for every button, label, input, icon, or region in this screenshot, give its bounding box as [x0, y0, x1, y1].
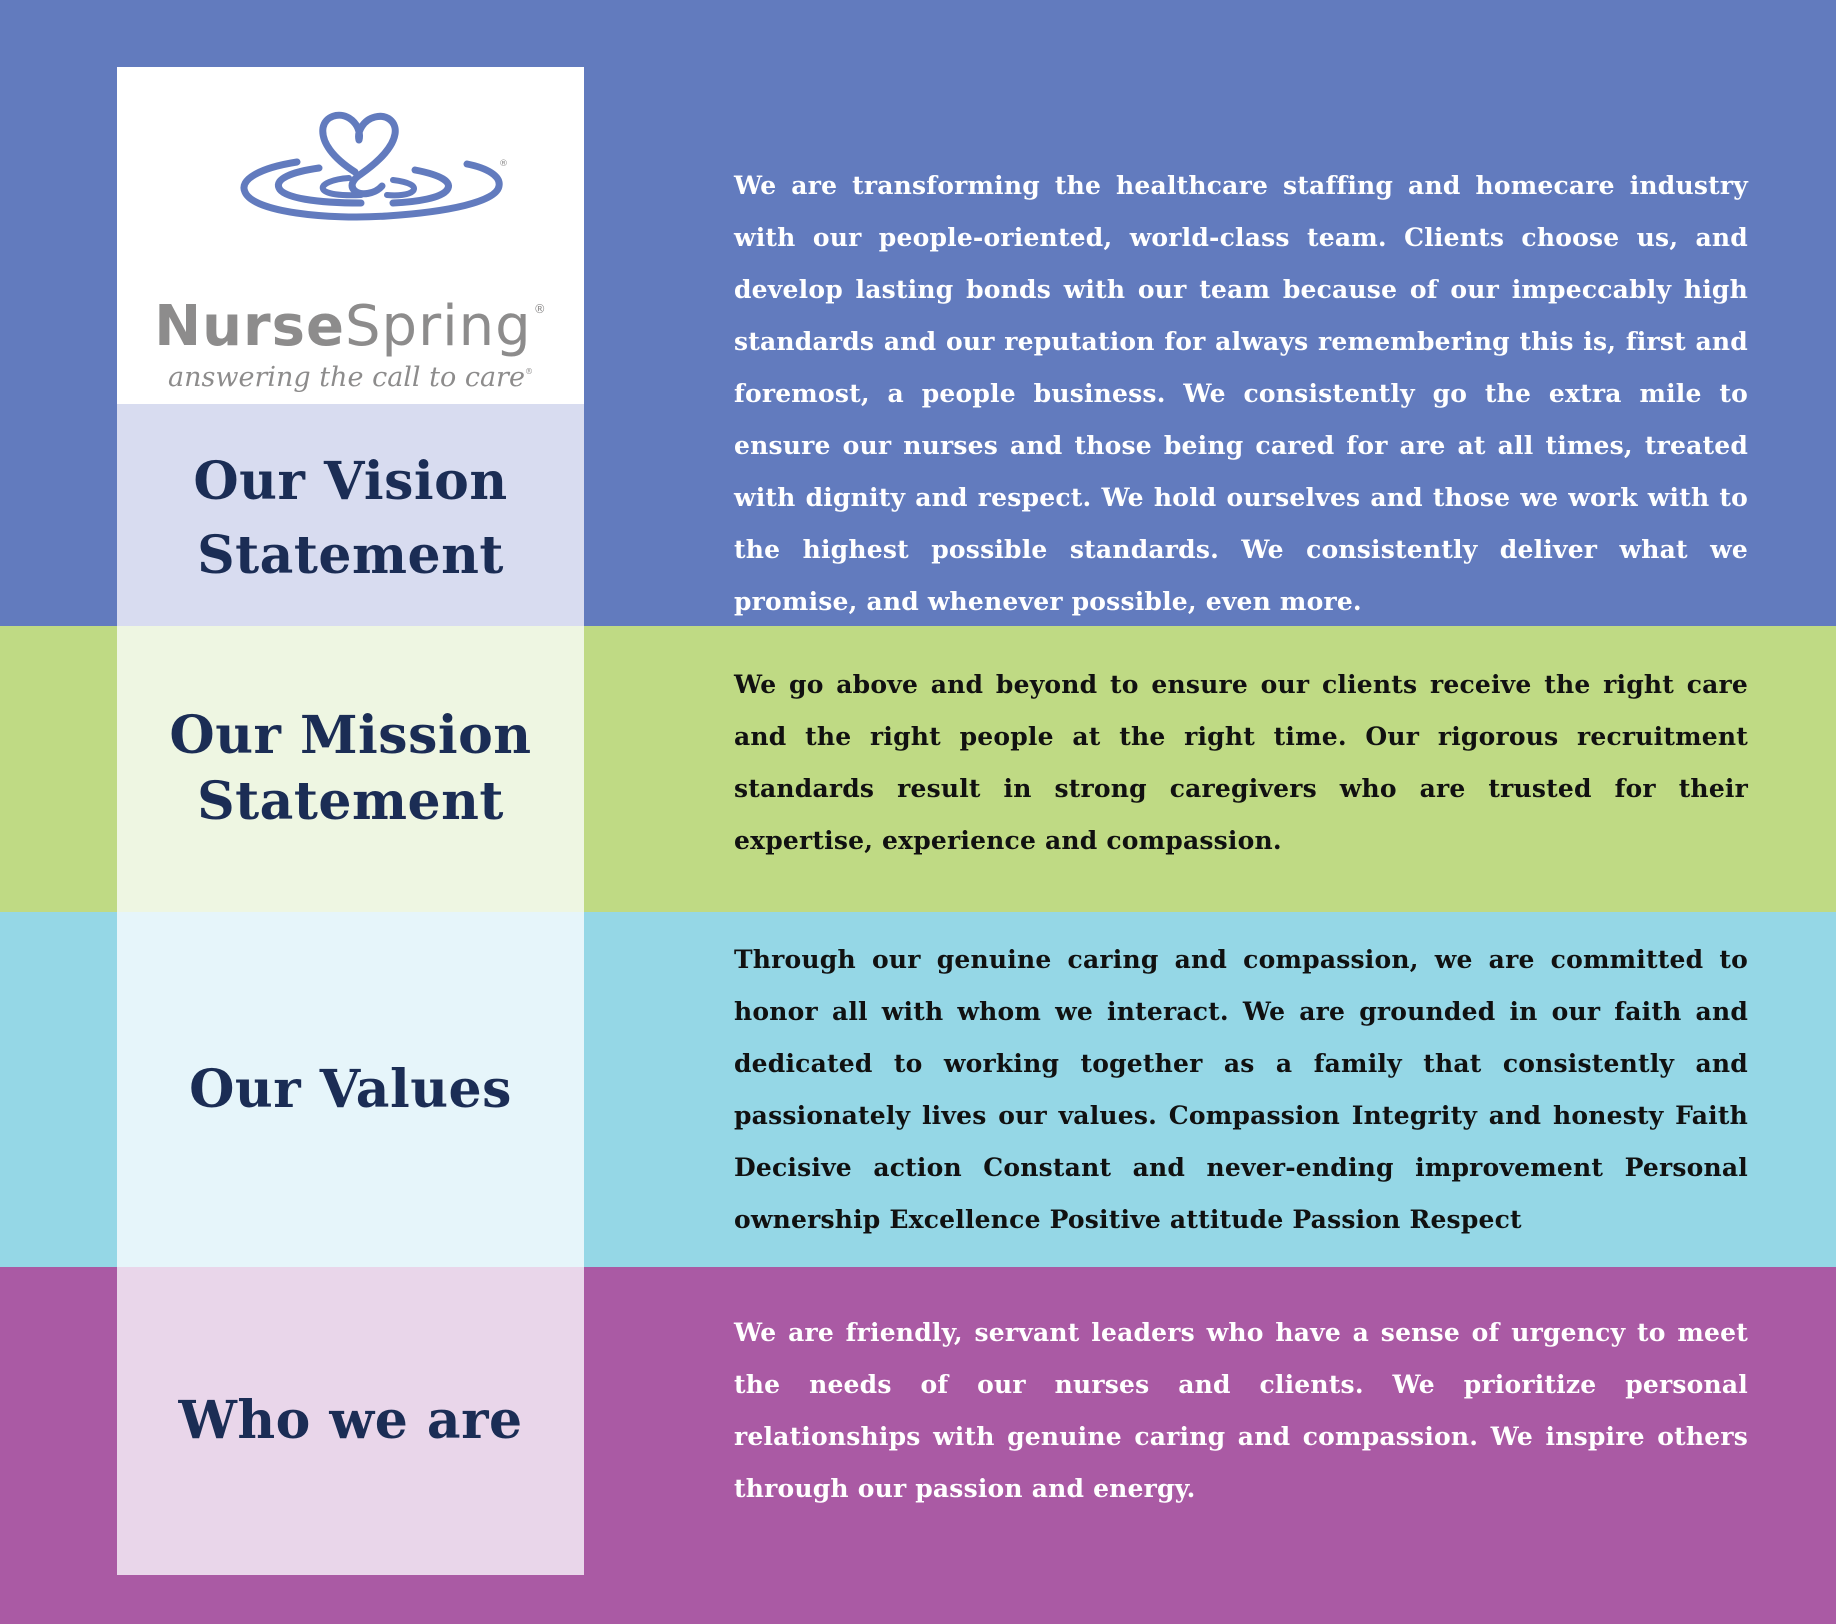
brand-tagline	[117, 357, 584, 393]
vision-title-line1: Our Vision	[193, 451, 508, 512]
heart-ripple-icon	[237, 112, 507, 232]
brand-registered-mark: ®	[533, 302, 547, 316]
brand-name-part2: Spring	[344, 294, 532, 359]
mission-title-line1: Our Mission	[169, 705, 532, 766]
brand-tagline-text: answering the call to care	[168, 362, 525, 393]
vision-statement-text: We are transforming the healthcare staffing and homecare industry with our people-oriented, world-class team. Clients choose us, and develop lasting bonds with our team because of our impeccably high standards and our reputation for always remembering this is, first and foremost, a people business. We consistently go the extra mile to ensure our nurses and those being cared for are at all times, treated with dignity and respect. We hold ourselves and those we work with to the highest possible standards. We consistently deliver what we promise, and whenever possible, even more.	[734, 171, 1748, 616]
mission-title-line2: Statement	[197, 771, 504, 832]
values-title-text: Our Values	[189, 1058, 512, 1120]
who-we-are-title	[178, 1388, 522, 1454]
values-text: Through our genuine caring and compassion, we are committed to honor all with whom we interact. We are grounded in our faith and dedicated to working together as a family that consistently and passionately lives our values. Compassion Integrity and honesty Faith Decisive action Constant and never-ending improvement Personal ownership Excellence Positive attitude Passion Respect	[734, 945, 1748, 1234]
vision-title-line2: Statement	[197, 525, 504, 586]
vision-title	[193, 441, 507, 589]
tagline-registered-mark: ®	[524, 367, 533, 376]
values-title	[189, 1057, 512, 1123]
who-we-are-text: We are friendly, servant leaders who have a sense of urgency to meet the needs of our nurses and clients. We prioritize personal relationships with genuine caring and compassion. We inspire others through our passion and energy.	[734, 1318, 1748, 1503]
brand-wordmark	[117, 279, 584, 357]
vision-title-panel	[117, 404, 584, 626]
logo-registered-mark: ®	[499, 159, 508, 169]
mission-title-panel	[117, 626, 584, 912]
logo-panel	[117, 67, 584, 404]
mission-statement-text: We go above and beyond to ensure our clients receive the right care and the right people at the right time. Our rigorous recruitment standards result in strong caregivers who are trusted for their expertise, experience and compassion.	[734, 670, 1748, 855]
mission-title	[169, 703, 531, 835]
values-title-panel	[117, 912, 584, 1267]
brand-name-part1: Nurse	[154, 294, 345, 359]
who-we-are-title-text: Who we are	[178, 1390, 523, 1451]
who-we-are-title-panel	[117, 1267, 584, 1575]
